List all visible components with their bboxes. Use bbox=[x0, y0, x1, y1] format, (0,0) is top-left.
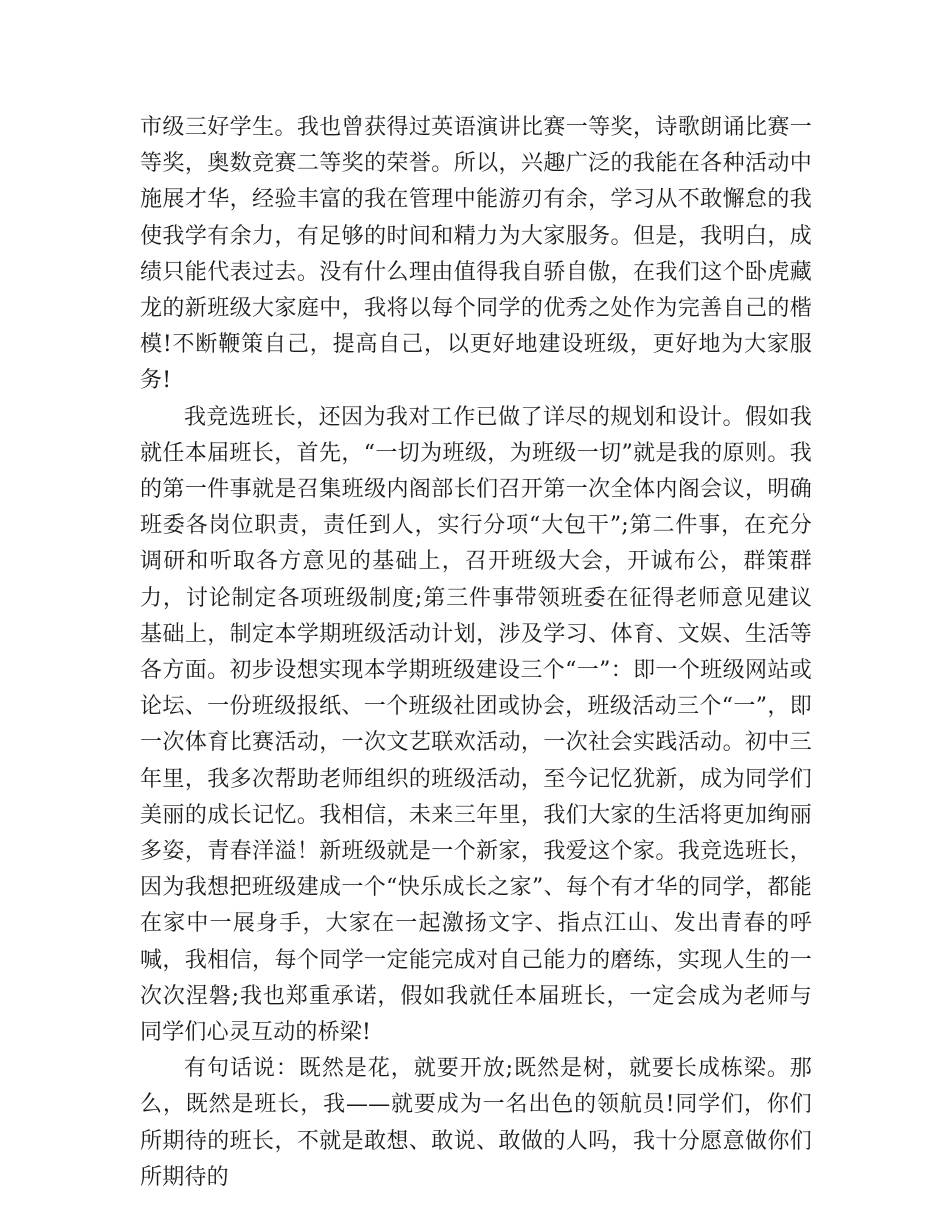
document-body bbox=[140, 110, 812, 1196]
paragraph-3: 有句话说：既然是花，就要开放;既然是树，就要长成栋梁。那么，既然是班长，我——就要成为一名出色的领航员!同学们，你们所期待的班长，不就是敢想、敢说、敢做的人吗，我十分愿意做你们所期待的 bbox=[140, 1056, 812, 1190]
paragraph-2: 我竞选班长，还因为我对工作已做了详尽的规划和设计。假如我就任本届班长，首先，“一切为班级，为班级一切”就是我的原则。我的第一件事就是召集班级内阁部长们召开第一次全体内阁会议，明确班委各岗位职责，责任到人，实行分项“大包干”;第二件事，在充分调研和听取各方意见的基础上，召开班级大会，开诚布公，群策群力，讨论制定各项班级制度;第三件事带领班委在征得老师意见建议基础上，制定本学期班级活动计划，涉及学习、体育、文娱、生活等各方面。初步设想实现本学期班级建设三个“一”：即一个班级网站或论坛、一份班级报纸、一个班级社团或协会，班级活动三个“一”，即一次体育比赛活动，一次文艺联欢活动，一次社会实践活动。初中三年里，我多次帮助老师组织的班级活动，至今记忆犹新，成为同学们美丽的成长记忆。我相信，未来三年里，我们大家的生活将更加绚丽多姿，青春洋溢！新班级就是一个新家，我爱这个家。我竞选班长，因为我想把班级建成一个“快乐成长之家”、每个有才华的同学，都能在家中一展身手，大家在一起激扬文字、指点江山、发出青春的呼喊，我相信，每个同学一定能完成对自己能力的磨练，实现人生的一次次涅磐;我也郑重承诺，假如我就任本届班长，一定会成为老师与同学们心灵互动的桥梁! bbox=[140, 404, 812, 1046]
paragraph-1: 市级三好学生。我也曾获得过英语演讲比赛一等奖，诗歌朗诵比赛一等奖，奥数竞赛二等奖的荣誉。所以，兴趣广泛的我能在各种活动中施展才华，经验丰富的我在管理中能游刃有余，学习从不敢懈怠的我使我学有余力，有足够的时间和精力为大家服务。但是，我明白，成绩只能代表过去。没有什么理由值得我自骄自傲，在我们这个卧虎藏龙的新班级大家庭中，我将以每个同学的优秀之处作为完善自己的楷模!不断鞭策自己，提高自己，以更好地建设班级，更好地为大家服务! bbox=[140, 115, 812, 394]
